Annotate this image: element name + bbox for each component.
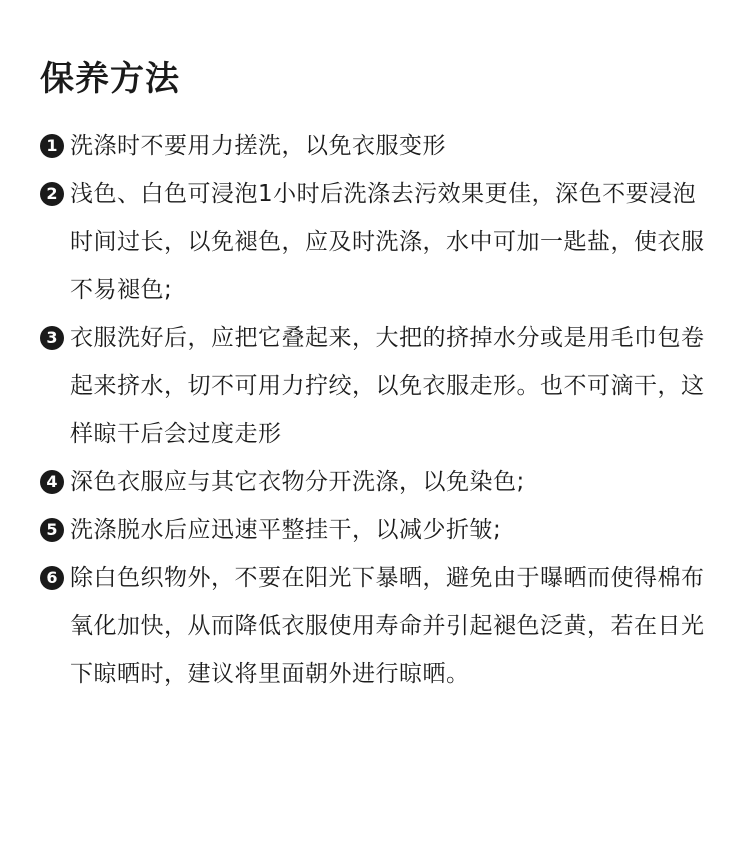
page-title: 保养方法 (40, 59, 180, 99)
number-badge-icon: 4 (40, 470, 64, 494)
care-item-text: 洗涤脱水后应迅速平整挂干，以减少折皱; (70, 517, 502, 543)
number-badge-icon: 1 (40, 134, 64, 158)
care-item-text: 衣服洗好后，应把它叠起来，大把的挤掉水分或是用毛巾包卷起来挤水，切不可用力拧绞，以免衣服走形。也不可滴干，这样晾干后会过度走形 (70, 325, 705, 447)
care-item-5 (40, 506, 710, 554)
care-item-2 (40, 170, 710, 314)
care-item-4 (40, 458, 710, 506)
number-badge-icon: 5 (40, 518, 64, 542)
care-item-1 (40, 122, 710, 170)
care-item-6 (40, 554, 710, 698)
care-item-text: 洗涤时不要用力搓洗，以免衣服变形 (70, 133, 446, 159)
care-item-text: 深色衣服应与其它衣物分开洗涤，以免染色; (70, 469, 525, 495)
care-item-text: 浅色、白色可浸泡1小时后洗涤去污效果更佳，深色不要浸泡时间过长，以免褪色，应及时洗涤，水中可加一匙盐，使衣服不易褪色; (70, 181, 705, 303)
number-badge-icon: 6 (40, 566, 64, 590)
number-badge-icon: 3 (40, 326, 64, 350)
care-item-3 (40, 314, 710, 458)
care-item-text: 除白色织物外，不要在阳光下暴晒，避免由于曝晒而使得棉布氧化加快，从而降低衣服使用寿命并引起褪色泛黄，若在日光下晾晒时，建议将里面朝外进行晾晒。 (70, 565, 705, 687)
care-list (40, 122, 710, 698)
number-badge-icon: 2 (40, 182, 64, 206)
